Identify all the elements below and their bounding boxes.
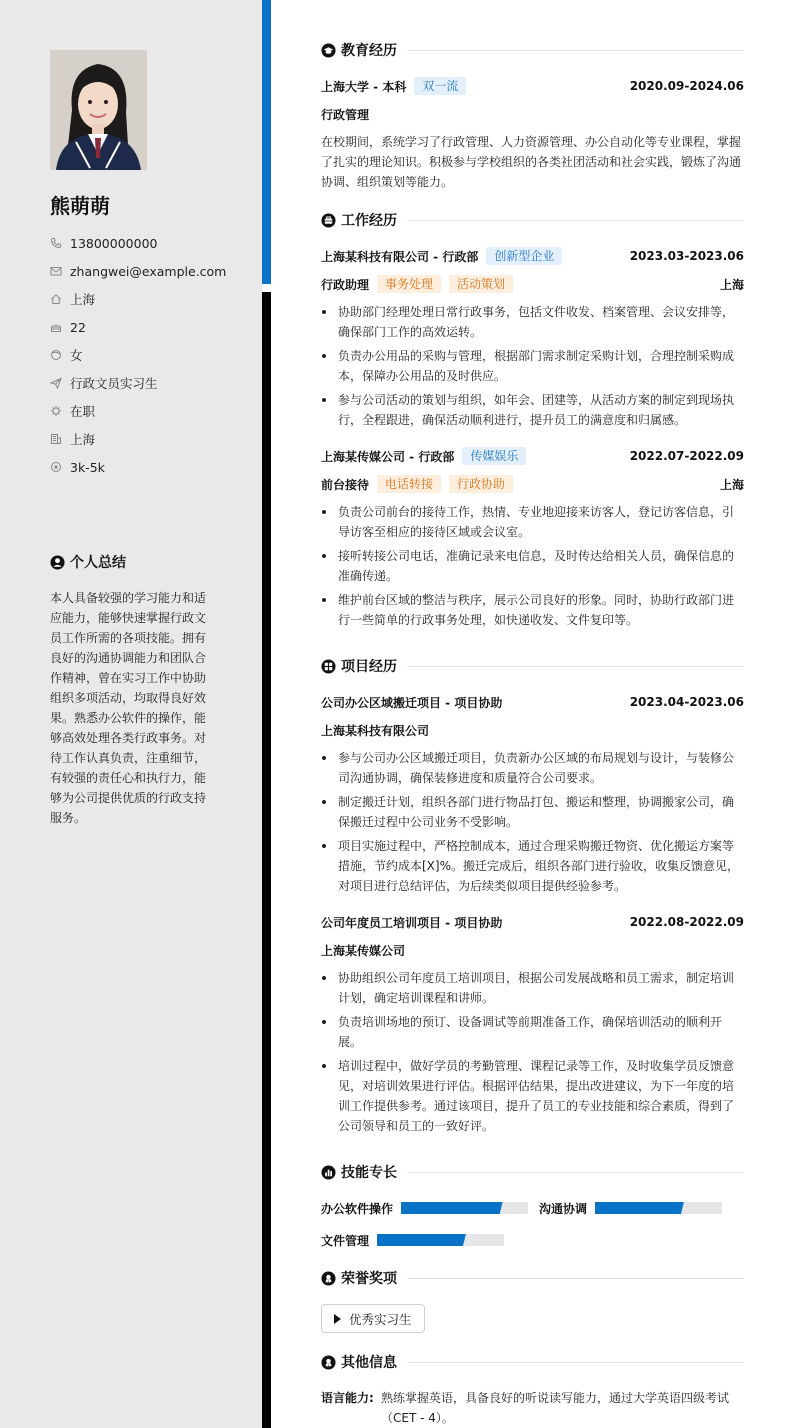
graduation-cap-icon: [321, 43, 336, 58]
project-2-org-row: [321, 940, 744, 960]
project-2-bullets: [321, 968, 744, 1140]
info-home: [50, 285, 226, 313]
info-position-value: 行政文员实习生: [70, 376, 158, 391]
list-item: 培训过程中，做好学员的考勤管理、课程记录等工作，及时收集学员反馈意见，对培训效果进行评估。根据评估结果，提出改进建议，为下一年度的培训工作提供参考。通过该项目，提升了员工的专业技能和综合素质，得到了公司领导和员工的一致好评。: [321, 1056, 744, 1136]
skill-bar-fill: [377, 1234, 466, 1246]
project-org: 上海某科技有限公司: [321, 723, 430, 738]
education-date: 2020.09-2024.06: [629, 79, 744, 93]
section-skills-heading: [321, 1162, 744, 1182]
other-value: 熟练掌握英语，具备良好的听说读写能力，通过大学英语四级考试（CET - 4）。: [381, 1391, 730, 1425]
user-circle-icon: [50, 555, 65, 570]
salary-icon: [50, 461, 62, 473]
section-awards-heading: [321, 1268, 744, 1288]
contact-info-list: [50, 229, 226, 481]
list-item: 参与公司办公区域搬迁项目，负责新办公区域的布局规划与设计，与装修公司沟通协调，确保装修进度和质量符合公司要求。: [321, 748, 744, 788]
project-name: 公司办公区域搬迁项目 - 项目协助: [321, 695, 503, 710]
project-1-bullets: [321, 748, 744, 900]
grid-icon: [321, 659, 336, 674]
work-1-role-row: [321, 274, 744, 294]
info-city-value: 上海: [70, 432, 96, 447]
list-item: 接听转接公司电话，准确记录来电信息，及时传达给相关人员，确保信息的准确传递。: [321, 546, 744, 586]
school-tag: 双一流: [414, 77, 466, 95]
list-item: 制定搬迁计划，组织各部门进行物品打包、搬运和整理，协调搬家公司，确保搬迁过程中公司业务不受影响。: [321, 792, 744, 832]
status-icon: [50, 405, 62, 417]
section-rule: [407, 50, 744, 51]
divider-bar: [262, 292, 271, 1428]
skill-item: [539, 1198, 722, 1218]
work-date: 2022.07-2022.09: [629, 449, 744, 463]
skill-bar: [401, 1202, 528, 1214]
profile-photo: [50, 50, 147, 170]
building-icon: [50, 433, 62, 445]
info-status: [50, 397, 226, 425]
work-company: 上海某科技有限公司 - 行政部: [321, 249, 479, 264]
section-rule: [407, 220, 744, 221]
info-email-value: zhangwei@example.com: [70, 263, 227, 279]
summary-heading: [50, 552, 126, 572]
list-item: 项目实施过程中，严格控制成本，通过合理采购搬迁物资、优化搬运方案等措施，节约成本[X]%。搬迁完成后，组织各部门进行验收，收集反馈意见，对项目进行总结评估，为后续类似项目提供经验参考。: [321, 836, 744, 896]
project-date: 2023.04-2023.06: [629, 695, 744, 709]
company-tag: 创新型企业: [486, 247, 562, 265]
play-icon: [334, 1314, 341, 1324]
skill-item: [321, 1198, 528, 1218]
info-phone-value: 13800000000: [70, 235, 158, 251]
major: 行政管理: [321, 107, 370, 122]
sidebar: [0, 0, 262, 1428]
section-title: 项目经历: [341, 659, 397, 675]
info-phone: [50, 229, 226, 257]
section-rule: [407, 1278, 744, 1279]
skill-tag: 电话转接: [377, 475, 441, 493]
education-major-row: [321, 104, 744, 124]
work-2-header-row: [321, 446, 744, 466]
skill-bar-fill: [401, 1202, 503, 1214]
work-role: 前台接待: [321, 477, 370, 492]
project-org: 上海某传媒公司: [321, 943, 406, 958]
section-title: 教育经历: [341, 43, 397, 59]
info-status-value: 在职: [70, 404, 96, 419]
work-2-role-row: [321, 474, 744, 494]
section-rule: [407, 1362, 744, 1363]
gender-icon: [50, 349, 62, 361]
skill-tag: 事务处理: [377, 275, 441, 293]
project-2-header-row: [321, 912, 744, 932]
info-age: [50, 313, 226, 341]
work-city: 上海: [719, 277, 744, 292]
list-item: 协助部门经理处理日常行政事务，包括文件收发、档案管理、会议安排等，确保部门工作的高效运转。: [321, 302, 744, 342]
project-1-org-row: [321, 720, 744, 740]
home-icon: [50, 293, 62, 305]
info-salary-value: 3k-5k: [70, 459, 105, 475]
other-label: 语言能力:: [321, 1391, 374, 1405]
work-1-bullets: [321, 302, 744, 434]
info-gender: [50, 341, 226, 369]
award-icon: [321, 1355, 336, 1370]
info-home-value: 上海: [70, 292, 96, 307]
skill-bar-fill: [595, 1202, 684, 1214]
skill-name: 文件管理: [321, 1233, 370, 1248]
list-item: 维护前台区域的整洁与秩序，展示公司良好的形象。同时，协助行政部门进行一些简单的行政事务处理，如快递收发、文件复印等。: [321, 590, 744, 630]
project-name: 公司年度员工培训项目 - 项目协助: [321, 915, 503, 930]
info-email: [50, 257, 226, 285]
work-city: 上海: [719, 477, 744, 492]
age-icon: [50, 321, 62, 333]
section-title: 技能专长: [341, 1165, 397, 1181]
section-other-heading: [321, 1352, 744, 1372]
list-item: 负责公司前台的接待工作，热情、专业地迎接来访客人，登记访客信息，引导访客至相应的接待区域或会议室。: [321, 502, 744, 542]
summary-text: 本人具备较强的学习能力和适应能力，能够快速掌握行政文员工作所需的各项技能。拥有良好的沟通协调能力和团队合作精神，曾在实习工作中协助组织多项活动，均取得良好效果。熟悉办公软件的操作，能够高效处理各类行政事务。对待工作认真负责，注重细节，有较强的责任心和执行力，能够为公司提供优质的行政支持服务。: [50, 591, 207, 825]
work-1-header-row: [321, 246, 744, 266]
skill-name: 办公软件操作: [321, 1201, 394, 1216]
project-1-header-row: [321, 692, 744, 712]
list-item: 负责办公用品的采购与管理，根据部门需求制定采购计划，合理控制采购成本，保障办公用品的及时供应。: [321, 346, 744, 386]
award-icon: [321, 1271, 336, 1286]
work-company: 上海某传媒公司 - 行政部: [321, 449, 455, 464]
briefcase-icon: [321, 213, 336, 228]
skill-name: 沟通协调: [539, 1201, 588, 1216]
accent-bar: [262, 0, 271, 284]
list-item: 协助组织公司年度员工培训项目，根据公司发展战略和员工需求，制定培训计划，确定培训课程和讲师。: [321, 968, 744, 1008]
phone-icon: [50, 237, 62, 249]
list-item: 参与公司活动的策划与组织，如年会、团建等，从活动方案的制定到现场执行，全程跟进，确保活动顺利进行，提升员工的满意度和归属感。: [321, 390, 744, 430]
info-city: [50, 425, 226, 453]
info-position: [50, 369, 226, 397]
company-tag: 传媒娱乐: [462, 447, 526, 465]
other-info-row: [321, 1388, 744, 1428]
work-role: 行政助理: [321, 277, 370, 292]
mail-icon: [50, 265, 62, 277]
skill-tag: 行政协助: [449, 475, 513, 493]
education-header-row: [321, 76, 744, 96]
skill-tag: 活动策划: [449, 275, 513, 293]
info-salary: [50, 453, 226, 481]
summary-title: 个人总结: [70, 555, 126, 571]
work-2-bullets: [321, 502, 744, 634]
award-chip: [321, 1304, 425, 1333]
section-education-heading: [321, 40, 744, 60]
skill-bar: [595, 1202, 722, 1214]
school-name: 上海大学 - 本科: [321, 79, 407, 94]
list-item: 负责培训场地的预订、设备调试等前期准备工作，确保培训活动的顺利开展。: [321, 1012, 744, 1052]
section-rule: [407, 666, 744, 667]
send-icon: [50, 377, 62, 389]
info-age-value: 22: [70, 319, 86, 335]
candidate-name: 熊萌萌: [50, 194, 110, 218]
award-name: 优秀实习生: [349, 1311, 412, 1327]
section-title: 其他信息: [341, 1355, 397, 1371]
education-description: 在校期间，系统学习了行政管理、人力资源管理、办公自动化等专业课程，掌握了扎实的理论知识。积极参与学校组织的各类社团活动和社会实践，锻炼了沟通协调、组织策划等能力。: [321, 135, 742, 189]
work-date: 2023.03-2023.06: [629, 249, 744, 263]
info-gender-value: 女: [70, 348, 83, 363]
section-projects-heading: [321, 656, 744, 676]
skill-bar: [377, 1234, 504, 1246]
section-rule: [407, 1172, 744, 1173]
section-title: 荣誉奖项: [341, 1271, 397, 1287]
project-date: 2022.08-2022.09: [629, 915, 744, 929]
section-title: 工作经历: [341, 213, 397, 229]
section-work-heading: [321, 210, 744, 230]
bar-chart-icon: [321, 1165, 336, 1180]
skill-item: [321, 1230, 504, 1250]
